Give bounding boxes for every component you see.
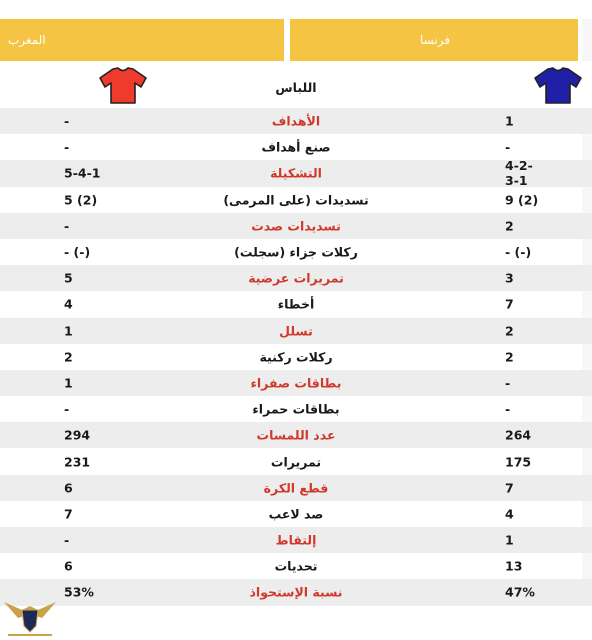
away-value: 231 [64, 454, 91, 470]
stat-label: عدد اللمسات [256, 427, 336, 443]
stat-label: تمريرات [270, 454, 322, 470]
stat-row [0, 239, 592, 265]
stat-label: نسبة الإستحواذ [249, 584, 343, 600]
stat-row [0, 370, 592, 396]
stat-label: تمريرات عرضية [248, 270, 344, 286]
home-value: 9 (2) [505, 192, 539, 208]
away-team-tab[interactable] [0, 19, 284, 61]
stat-row [0, 475, 592, 501]
stat-label: الأهداف [271, 113, 321, 129]
stat-row [0, 527, 592, 553]
stat-row [0, 108, 592, 134]
home-value: - [505, 401, 511, 417]
stat-label: ركلات ركنية [259, 349, 333, 365]
home-value: 1 [505, 532, 514, 548]
home-value: - (-) [505, 244, 532, 260]
home-value: - [505, 375, 511, 391]
home-value: 264 [505, 427, 532, 443]
stat-label: تسلل [279, 323, 313, 339]
stat-label: بطاقات صفراء [250, 375, 342, 391]
stat-row [0, 501, 592, 527]
home-value: 1 [505, 113, 514, 129]
stat-label: ركلات جزاء (سجلت) [234, 244, 358, 260]
stat-label: تحديات [274, 558, 318, 574]
home-value: - [505, 139, 511, 155]
away-value: - [64, 139, 70, 155]
stat-row [0, 187, 592, 213]
stat-row [0, 265, 592, 291]
stat-label: التشكيلة [270, 165, 322, 181]
stat-row [0, 134, 592, 160]
stat-label: إلتقاط [275, 532, 317, 548]
home-value: 7 [505, 296, 514, 312]
home-value: 13 [505, 558, 523, 574]
home-value: 7 [505, 480, 514, 496]
stat-row [0, 553, 592, 579]
stat-row [0, 291, 592, 317]
away-value: - [64, 401, 70, 417]
edge-strip [582, 19, 592, 61]
away-value: 1 [64, 323, 73, 339]
eagle-shield-logo-icon [2, 592, 58, 640]
stat-label: أخطاء [277, 296, 315, 312]
away-value: 1 [64, 375, 73, 391]
away-value: 6 [64, 558, 73, 574]
away-value: 5 [64, 270, 73, 286]
home-value: 4 [505, 506, 514, 522]
home-value: 2 [505, 349, 514, 365]
away-value: 4 [64, 296, 73, 312]
stat-row [0, 344, 592, 370]
away-value: 6 [64, 480, 73, 496]
away-value: 5-4-1 [64, 165, 101, 181]
home-value: 47% [505, 584, 535, 600]
home-value: 4-2-3-1 [505, 158, 533, 189]
stat-row [0, 213, 592, 239]
stat-row [0, 448, 592, 474]
away-value: - (-) [64, 244, 91, 260]
stat-row [0, 422, 592, 448]
home-value: 175 [505, 454, 532, 470]
home-value: 2 [505, 323, 514, 339]
teams-header [0, 0, 592, 62]
stat-label: قطع الكرة [263, 480, 329, 496]
away-value: - [64, 218, 70, 234]
stat-label: تسديدات (على المرمى) [223, 192, 369, 208]
away-value: 5 (2) [64, 192, 98, 208]
away-shirt-icon [98, 66, 148, 104]
home-team-tab[interactable] [290, 19, 578, 61]
stat-row [0, 158, 592, 189]
stat-row [0, 396, 592, 422]
away-value: 2 [64, 349, 73, 365]
away-value: 53% [64, 584, 94, 600]
kit-row [0, 66, 592, 108]
stat-label: صد لاعب [268, 506, 324, 522]
stat-label: تسديدات صدت [251, 218, 341, 234]
away-value: 294 [64, 427, 91, 443]
home-shirt-icon [533, 66, 583, 104]
stat-row [0, 579, 592, 605]
home-value: 2 [505, 218, 514, 234]
away-value: - [64, 113, 70, 129]
home-value: 3 [505, 270, 514, 286]
away-value: 7 [64, 506, 73, 522]
home-team-name: فرنسا [420, 33, 451, 47]
stat-row [0, 318, 592, 344]
stat-label: صنع أهداف [261, 139, 331, 155]
stats-table [0, 66, 592, 606]
kit-label: اللباس [275, 80, 317, 95]
stat-label: بطاقات حمراء [252, 401, 340, 417]
away-team-name: المغرب [8, 33, 46, 47]
away-value: - [64, 532, 70, 548]
